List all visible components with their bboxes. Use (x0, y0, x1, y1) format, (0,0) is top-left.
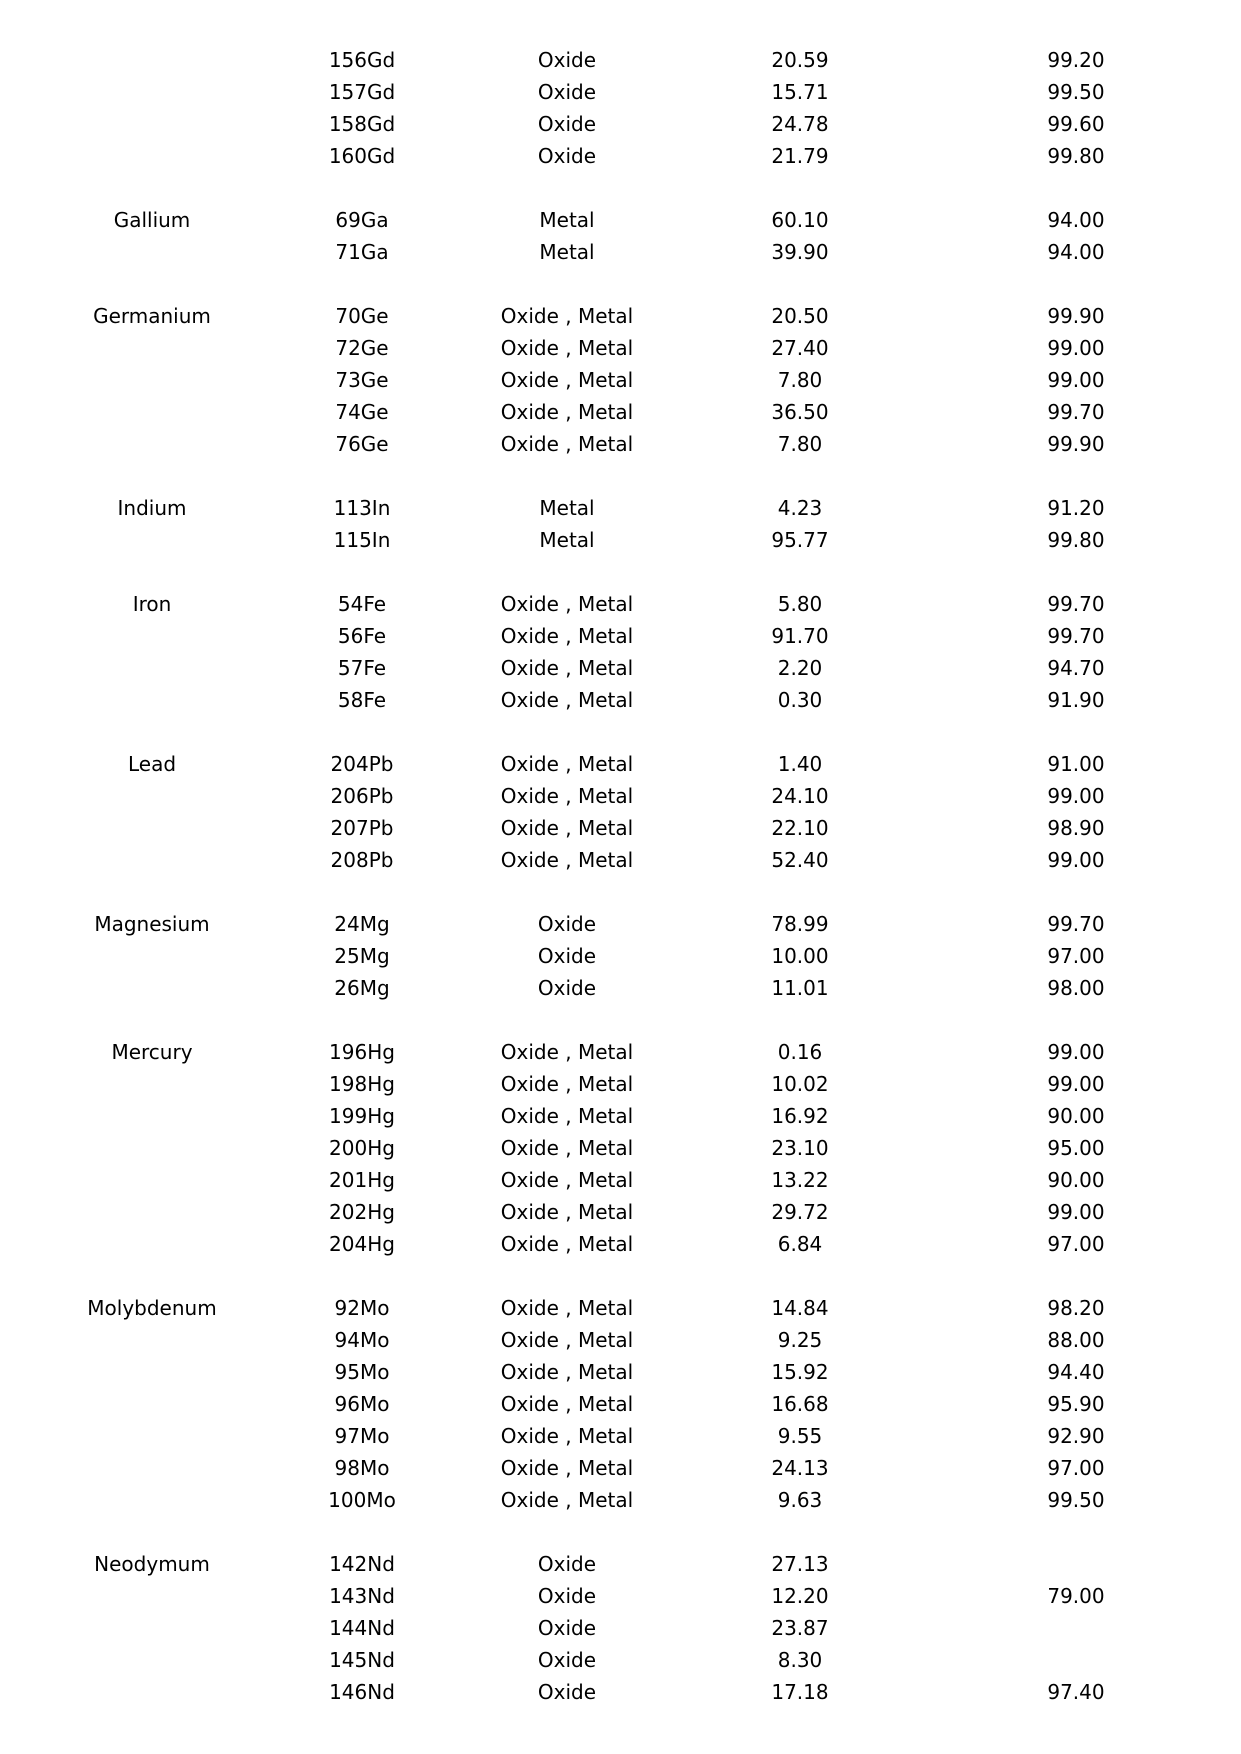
enrichment-cell: 99.20 (1047, 48, 1105, 72)
natural-abundance-cell: 10.00 (771, 944, 829, 968)
table-row (0, 684, 1241, 716)
enrichment-cell: 91.90 (1047, 688, 1105, 712)
chemical-form-cell: Oxide , Metal (500, 368, 634, 392)
table-row (0, 364, 1241, 396)
isotope-cell: 57Fe (337, 656, 387, 680)
chemical-form-cell: Oxide , Metal (500, 784, 634, 808)
isotope-cell: 158Gd (328, 112, 396, 136)
natural-abundance-cell: 6.84 (777, 1232, 823, 1256)
chemical-form-cell: Oxide (537, 912, 597, 936)
chemical-form-cell: Oxide , Metal (500, 752, 634, 776)
table-row (0, 1580, 1241, 1612)
table-row (0, 300, 1241, 332)
enrichment-cell: 99.90 (1047, 304, 1105, 328)
natural-abundance-cell: 91.70 (771, 624, 829, 648)
enrichment-cell: 95.00 (1047, 1136, 1105, 1160)
enrichment-cell: 98.90 (1047, 816, 1105, 840)
isotope-cell: 97Mo (334, 1424, 390, 1448)
enrichment-cell: 97.00 (1047, 1456, 1105, 1480)
natural-abundance-cell: 52.40 (771, 848, 829, 872)
isotope-cell: 160Gd (328, 144, 396, 168)
chemical-form-cell: Oxide , Metal (500, 1200, 634, 1224)
natural-abundance-cell: 16.92 (771, 1104, 829, 1128)
table-row (0, 44, 1241, 76)
isotope-cell: 144Nd (329, 1616, 395, 1640)
natural-abundance-cell: 24.78 (771, 112, 829, 136)
table-row (0, 396, 1241, 428)
table-row (0, 524, 1241, 556)
chemical-form-cell: Oxide , Metal (500, 592, 634, 616)
enrichment-cell: 98.20 (1047, 1296, 1105, 1320)
element-name: Mercury (111, 1040, 193, 1064)
chemical-form-cell: Oxide (537, 1648, 597, 1672)
isotope-cell: 74Ge (335, 400, 389, 424)
element-name: Neodymum (94, 1552, 210, 1576)
chemical-form-cell: Oxide , Metal (500, 816, 634, 840)
isotope-cell: 143Nd (329, 1584, 395, 1608)
element-name: Iron (132, 592, 172, 616)
table-row (0, 620, 1241, 652)
chemical-form-cell: Oxide , Metal (500, 688, 634, 712)
chemical-form-cell: Oxide , Metal (500, 1296, 634, 1320)
isotope-cell: 196Hg (329, 1040, 395, 1064)
isotope-cell: 71Ga (335, 240, 389, 264)
enrichment-cell: 90.00 (1047, 1168, 1105, 1192)
natural-abundance-cell: 13.22 (771, 1168, 829, 1192)
isotope-cell: 201Hg (329, 1168, 395, 1192)
isotope-cell: 76Ge (335, 432, 389, 456)
element-group (0, 300, 1241, 460)
element-name: Magnesium (94, 912, 210, 936)
natural-abundance-cell: 95.77 (771, 528, 829, 552)
natural-abundance-cell: 9.55 (777, 1424, 823, 1448)
table-row (0, 908, 1241, 940)
isotope-cell: 156Gd (328, 48, 396, 72)
table-row (0, 332, 1241, 364)
enrichment-cell: 88.00 (1047, 1328, 1105, 1352)
table-row (0, 236, 1241, 268)
natural-abundance-cell: 29.72 (771, 1200, 829, 1224)
isotope-cell: 199Hg (329, 1104, 395, 1128)
table-row (0, 652, 1241, 684)
isotope-cell: 145Nd (329, 1648, 395, 1672)
table-row (0, 1644, 1241, 1676)
natural-abundance-cell: 27.40 (771, 336, 829, 360)
enrichment-cell: 90.00 (1047, 1104, 1105, 1128)
element-group (0, 1548, 1241, 1708)
chemical-form-cell: Metal (539, 208, 595, 232)
isotope-cell: 198Hg (329, 1072, 395, 1096)
element-group (0, 492, 1241, 556)
isotope-cell: 204Hg (329, 1232, 395, 1256)
table-row (0, 1164, 1241, 1196)
enrichment-cell: 98.00 (1047, 976, 1105, 1000)
table-row (0, 812, 1241, 844)
isotope-cell: 206Pb (330, 784, 394, 808)
table-row (0, 1036, 1241, 1068)
chemical-form-cell: Oxide , Metal (500, 1328, 634, 1352)
table-row (0, 1356, 1241, 1388)
isotope-cell: 146Nd (329, 1680, 395, 1704)
enrichment-cell: 94.00 (1047, 208, 1105, 232)
natural-abundance-cell: 2.20 (777, 656, 823, 680)
isotope-cell: 208Pb (330, 848, 394, 872)
natural-abundance-cell: 14.84 (771, 1296, 829, 1320)
isotope-cell: 72Ge (335, 336, 389, 360)
element-name: Germanium (93, 304, 211, 328)
chemical-form-cell: Metal (539, 528, 595, 552)
natural-abundance-cell: 23.10 (771, 1136, 829, 1160)
table-row (0, 1132, 1241, 1164)
chemical-form-cell: Oxide , Metal (500, 1360, 634, 1384)
isotope-cell: 200Hg (329, 1136, 395, 1160)
enrichment-cell: 99.00 (1047, 1040, 1105, 1064)
table-row (0, 492, 1241, 524)
natural-abundance-cell: 15.92 (771, 1360, 829, 1384)
element-group (0, 44, 1241, 172)
natural-abundance-cell: 16.68 (771, 1392, 829, 1416)
natural-abundance-cell: 22.10 (771, 816, 829, 840)
enrichment-cell: 99.00 (1047, 848, 1105, 872)
natural-abundance-cell: 20.50 (771, 304, 829, 328)
chemical-form-cell: Oxide , Metal (500, 1456, 634, 1480)
natural-abundance-cell: 39.90 (771, 240, 829, 264)
chemical-form-cell: Oxide , Metal (500, 304, 634, 328)
enrichment-cell: 99.70 (1047, 400, 1105, 424)
table-row (0, 1100, 1241, 1132)
chemical-form-cell: Oxide (537, 144, 597, 168)
element-name: Molybdenum (87, 1296, 217, 1320)
chemical-form-cell: Oxide , Metal (500, 1168, 634, 1192)
isotope-cell: 69Ga (335, 208, 389, 232)
enrichment-cell: 99.00 (1047, 1072, 1105, 1096)
element-group (0, 748, 1241, 876)
enrichment-cell: 97.00 (1047, 1232, 1105, 1256)
isotope-cell: 100Mo (328, 1488, 396, 1512)
chemical-form-cell: Oxide (537, 1584, 597, 1608)
natural-abundance-cell: 24.10 (771, 784, 829, 808)
chemical-form-cell: Oxide (537, 1552, 597, 1576)
table-row (0, 204, 1241, 236)
chemical-form-cell: Oxide , Metal (500, 336, 634, 360)
chemical-form-cell: Oxide , Metal (500, 1232, 634, 1256)
table-row (0, 844, 1241, 876)
enrichment-cell: 99.00 (1047, 336, 1105, 360)
natural-abundance-cell: 36.50 (771, 400, 829, 424)
natural-abundance-cell: 24.13 (771, 1456, 829, 1480)
enrichment-cell: 99.50 (1047, 1488, 1105, 1512)
isotope-cell: 70Ge (335, 304, 389, 328)
table-row (0, 1068, 1241, 1100)
chemical-form-cell: Oxide , Metal (500, 1488, 634, 1512)
enrichment-cell: 92.90 (1047, 1424, 1105, 1448)
element-group (0, 1036, 1241, 1260)
enrichment-cell: 97.40 (1047, 1680, 1105, 1704)
enrichment-cell: 97.00 (1047, 944, 1105, 968)
chemical-form-cell: Oxide (537, 976, 597, 1000)
table-row (0, 1228, 1241, 1260)
chemical-form-cell: Oxide , Metal (500, 624, 634, 648)
isotope-cell: 202Hg (329, 1200, 395, 1224)
isotope-cell: 56Fe (337, 624, 387, 648)
enrichment-cell: 99.80 (1047, 144, 1105, 168)
element-group (0, 204, 1241, 268)
natural-abundance-cell: 5.80 (777, 592, 823, 616)
table-row (0, 76, 1241, 108)
chemical-form-cell: Oxide , Metal (500, 1136, 634, 1160)
table-row (0, 1676, 1241, 1708)
natural-abundance-cell: 4.23 (777, 496, 823, 520)
enrichment-cell: 99.50 (1047, 80, 1105, 104)
chemical-form-cell: Oxide , Metal (500, 432, 634, 456)
enrichment-cell: 99.00 (1047, 368, 1105, 392)
table-row (0, 1452, 1241, 1484)
table-row (0, 780, 1241, 812)
natural-abundance-cell: 15.71 (771, 80, 829, 104)
element-name: Indium (117, 496, 187, 520)
table-row (0, 108, 1241, 140)
natural-abundance-cell: 78.99 (771, 912, 829, 936)
natural-abundance-cell: 21.79 (771, 144, 829, 168)
table-row (0, 1612, 1241, 1644)
natural-abundance-cell: 17.18 (771, 1680, 829, 1704)
isotope-cell: 26Mg (334, 976, 390, 1000)
enrichment-cell: 79.00 (1047, 1584, 1105, 1608)
isotope-cell: 113In (333, 496, 391, 520)
table-row (0, 1324, 1241, 1356)
element-group (0, 1292, 1241, 1516)
natural-abundance-cell: 11.01 (771, 976, 829, 1000)
enrichment-cell: 91.00 (1047, 752, 1105, 776)
natural-abundance-cell: 0.16 (777, 1040, 823, 1064)
chemical-form-cell: Oxide , Metal (500, 656, 634, 680)
table-row (0, 1484, 1241, 1516)
enrichment-cell: 99.70 (1047, 912, 1105, 936)
enrichment-cell: 99.00 (1047, 1200, 1105, 1224)
table-row (0, 1548, 1241, 1580)
chemical-form-cell: Oxide , Metal (500, 1072, 634, 1096)
enrichment-cell: 94.70 (1047, 656, 1105, 680)
element-group (0, 588, 1241, 716)
table-row (0, 1420, 1241, 1452)
isotope-cell: 54Fe (337, 592, 387, 616)
chemical-form-cell: Oxide (537, 1680, 597, 1704)
natural-abundance-cell: 20.59 (771, 48, 829, 72)
natural-abundance-cell: 7.80 (777, 432, 823, 456)
chemical-form-cell: Metal (539, 496, 595, 520)
enrichment-cell: 99.70 (1047, 592, 1105, 616)
natural-abundance-cell: 9.25 (777, 1328, 823, 1352)
enrichment-cell: 94.00 (1047, 240, 1105, 264)
enrichment-cell: 94.40 (1047, 1360, 1105, 1384)
isotope-cell: 24Mg (334, 912, 390, 936)
table-row (0, 940, 1241, 972)
isotope-cell: 98Mo (334, 1456, 390, 1480)
chemical-form-cell: Oxide , Metal (500, 848, 634, 872)
table-row (0, 1196, 1241, 1228)
isotope-cell: 207Pb (330, 816, 394, 840)
chemical-form-cell: Oxide , Metal (500, 400, 634, 424)
isotope-table (0, 44, 1241, 1740)
chemical-form-cell: Oxide , Metal (500, 1392, 634, 1416)
chemical-form-cell: Oxide , Metal (500, 1104, 634, 1128)
table-row (0, 1292, 1241, 1324)
enrichment-cell: 99.90 (1047, 432, 1105, 456)
table-row (0, 972, 1241, 1004)
isotope-cell: 25Mg (334, 944, 390, 968)
isotope-cell: 94Mo (334, 1328, 390, 1352)
element-group (0, 908, 1241, 1004)
chemical-form-cell: Oxide (537, 80, 597, 104)
natural-abundance-cell: 9.63 (777, 1488, 823, 1512)
isotope-cell: 92Mo (334, 1296, 390, 1320)
isotope-cell: 58Fe (337, 688, 387, 712)
table-row (0, 428, 1241, 460)
chemical-form-cell: Oxide (537, 944, 597, 968)
isotope-cell: 204Pb (330, 752, 394, 776)
element-name: Gallium (113, 208, 191, 232)
chemical-form-cell: Oxide , Metal (500, 1424, 634, 1448)
isotope-cell: 142Nd (329, 1552, 395, 1576)
natural-abundance-cell: 23.87 (771, 1616, 829, 1640)
table-row (0, 140, 1241, 172)
table-row (0, 748, 1241, 780)
isotope-cell: 96Mo (334, 1392, 390, 1416)
isotope-cell: 157Gd (328, 80, 396, 104)
natural-abundance-cell: 0.30 (777, 688, 823, 712)
natural-abundance-cell: 27.13 (771, 1552, 829, 1576)
enrichment-cell: 95.90 (1047, 1392, 1105, 1416)
isotope-cell: 115In (333, 528, 391, 552)
natural-abundance-cell: 8.30 (777, 1648, 823, 1672)
isotope-cell: 73Ge (335, 368, 389, 392)
enrichment-cell: 91.20 (1047, 496, 1105, 520)
natural-abundance-cell: 12.20 (771, 1584, 829, 1608)
chemical-form-cell: Oxide , Metal (500, 1040, 634, 1064)
chemical-form-cell: Oxide (537, 48, 597, 72)
enrichment-cell: 99.70 (1047, 624, 1105, 648)
table-row (0, 588, 1241, 620)
chemical-form-cell: Oxide (537, 112, 597, 136)
chemical-form-cell: Metal (539, 240, 595, 264)
enrichment-cell: 99.60 (1047, 112, 1105, 136)
natural-abundance-cell: 7.80 (777, 368, 823, 392)
natural-abundance-cell: 1.40 (777, 752, 823, 776)
chemical-form-cell: Oxide (537, 1616, 597, 1640)
table-row (0, 1388, 1241, 1420)
natural-abundance-cell: 60.10 (771, 208, 829, 232)
isotope-cell: 95Mo (334, 1360, 390, 1384)
enrichment-cell: 99.80 (1047, 528, 1105, 552)
natural-abundance-cell: 10.02 (771, 1072, 829, 1096)
enrichment-cell: 99.00 (1047, 784, 1105, 808)
element-name: Lead (127, 752, 177, 776)
